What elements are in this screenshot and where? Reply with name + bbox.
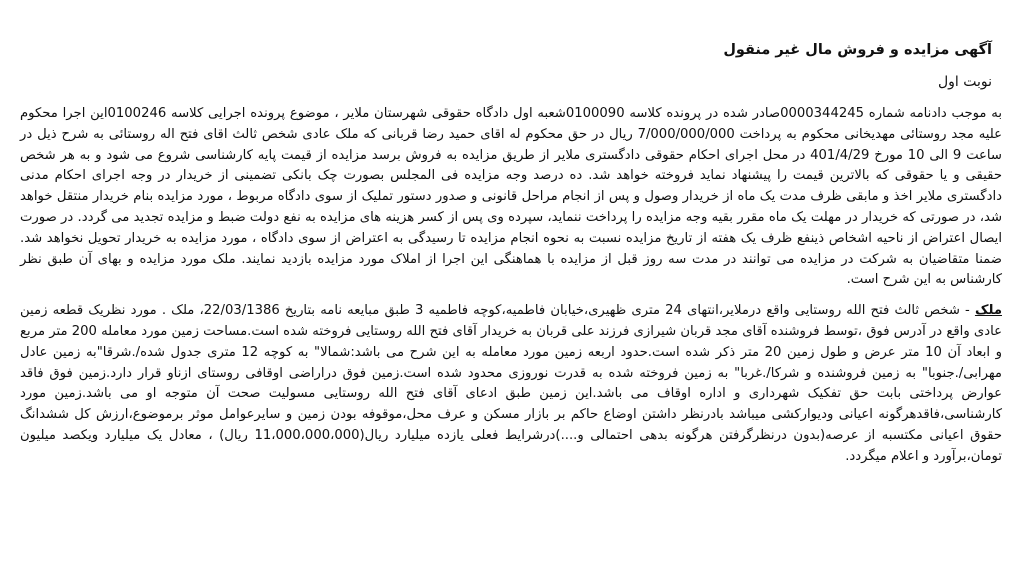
- notice-title: آگهی مزایده و فروش مال غیر منقول: [723, 42, 992, 58]
- property-description: - شخص ثالث فتح الله روستایی واقع درملایر،انتهای 24 متری ظهیری،خیابان فاطمیه،کوچه فاطمیه 3 طبق مبایعه نامه بتاریخ 22/03/1386، ملک . مورد نظریک قطعه زمین عادی واقع در آدرس فوق ،توسط فروشنده آقای مجد قربان شیرازی فرزند علی قربان به خریدار آقای فتح الله روستایی فروخته شده است.مساحت زمین مورد معامله 200 متر مربع و ابعاد آن 10 متر عرض و طول زمین 20 متر ذکر شده است.حدود اربعه زمین مورد معامله به این شرح می باشد:شمالا" به کوچه 12 متری جدول شده/.شرقا"به زمین عادل مهرابی/.جنوبا" به زمین فروشنده و شرکا/.غربا" به زمین فروخته شده به قدرت نوروزی محدود شده است.زمین فوق دراراضی اوقافی روستای ازناو قرار دارد.زمین فوق فاقد عوارض پرداختی بابت حق تفکیک شهرداری و اداره اوقاف می باشد.این زمین طبق ادعای آقای فتح الله روستایی مسولیت صحت آن متوجه او می باشد.زمین مورد کارشناسی،فاقدهرگونه اعیانی ودیوارکشی میباشد بادرنظر داشتن اوضاع حاکم بر بازار مسکن و عرف محل،موقوفه بودن زمین و سایرعوامل موثر برموضوع،ارزش کل ششدانگ حقوق اعیانی مکتسبه از عرصه(بدون درنظرگرفتن هرگونه بدهی احتمالی و....)درشرایط فعلی یازده میلیارد ریال(11،000،000،000 ریال) ، معادل یک میلیارد ویکصد میلیون تومان،برآورد و اعلام میگردد.: [20, 303, 1003, 464]
- property-label: ملک: [974, 303, 1002, 319]
- notice-paragraph-property: [20, 301, 1002, 467]
- notice-round: نوبت اول: [937, 74, 992, 90]
- notice-paragraph-main: به موجب دادنامه شماره 0000344245صادر شده در پرونده کلاسه 0100090شعبه اول دادگاه حقوقی شهرستان ملایر ، موضوع پرونده اجرایی کلاسه 0100246این اجرا محکوم علیه مجد روستائی مهدیخانی محکوم به پرداخت 7/000/000/000 ریال در حق محکوم له اقای حمید رضا قربانی که ملک عادی شخص ثالث اقای فتح اله روستائی به شرح ذیل در ساعت 9 الی 10 مورخ 401/4/29 در محل اجرای احکام حقوقی دادگستری ملایر از طریق مزایده به فروش برسد مزایده از قیمت پایه کارشناسی شروع می شود و به هر شخص حقیقی و یا حقوقی که بالاترین قیمت را پیشنهاد نماید فروخته خواهد شد. ده درصد وجه مزایده فی المجلس بصورت چک بانکی تضمینی از خریدار در وجه اجرای احکام مدنی دادگستری ملایر اخذ و مابقی ظرف مدت یک ماه از خریدار وصول و پس از انجام مراحل قانونی و صدور دستور تملیک از سوی دادگاه مربوط ، مورد مزایده بنام خریدار منتقل خواهد شد، در صورتی که خریدار در مهلت یک ماه مقرر بقیه وجه مزایده را پرداخت ننماید، سپرده وی پس از کسر هزینه های مزایده به نفع دولت ضبط و مزایده تجدید می گردد. در صورت ایصال اعتراض از ناحیه اشخاص ذینفع ظرف یک هفته از تاریخ مزایده نسبت به نحوه انجام مزایده تا رسیدگی به اعتراض از سوی دادگاه ، مورد مزایده به خریدار تحویل نخواهد شد. ضمنا متقاضیان به شرکت در مزایده می توانند در مدت سه روز قبل از مزایده با هماهنگی این اجرا از املاک مورد مزایده بازدید نمایند. ملک مورد مزایده و بهای آن طبق نظر کارشناس به این شرح است.: [20, 106, 1003, 288]
